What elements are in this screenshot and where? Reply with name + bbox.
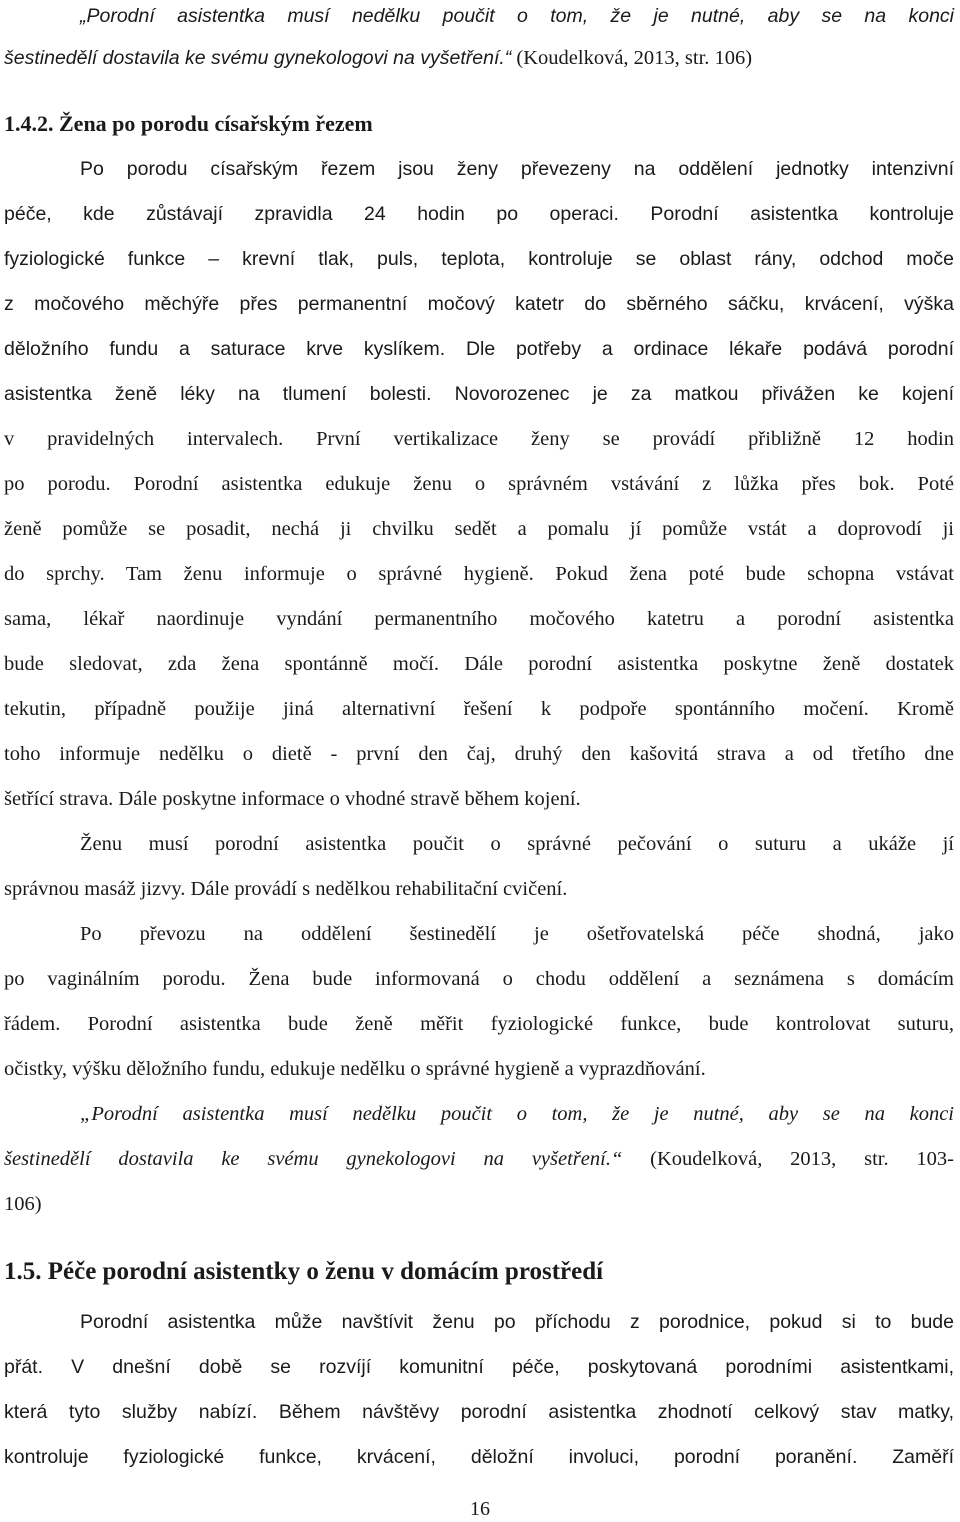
paragraph-line: očistky, výšku děložního fundu, edukuje nedělku o správné hygieně a vyprazdňování. — [4, 1058, 706, 1080]
heading-title: Žena po porodu císařským řezem — [53, 111, 373, 136]
paragraph-line: asistentka ženě léky na tlumení bolesti. Novorozenec je za matkou přivážen ke kojení — [4, 383, 954, 405]
paragraph-line: Po porodu císařským řezem jsou ženy převezeny na oddělení jednotky intenzivní — [80, 158, 954, 180]
paragraph-line: kontroluje fyziologické funkce, krvácení, děložní involuci, porodní poranění. Zaměří — [4, 1446, 954, 1468]
paragraph-line: Po převozu na oddělení šestinedělí je ošetřovatelská péče shodná, jako — [80, 923, 954, 945]
paragraph-line: řádem. Porodní asistentka bude ženě měřit fyziologické funkce, bude kontrolovat suturu, — [4, 1013, 954, 1035]
quote-2-line-2 — [4, 1146, 954, 1172]
heading-title: Péče porodní asistentky o ženu v domácím prostředí — [41, 1258, 604, 1285]
quote-1-text: šestinedělí dostavila ke svému gynekologovi na vyšetření.“ — [4, 47, 512, 69]
page-number: 16 — [470, 1498, 490, 1520]
paragraph-line: péče, kde zůstávají zpravidla 24 hodin po operaci. Porodní asistentka kontroluje — [4, 203, 954, 225]
paragraph-line: správnou masáž jizvy. Dále provádí s nedělkou rehabilitační cvičení. — [4, 878, 568, 900]
paragraph-line: děložního fundu a saturace krve kyslíkem. Dle potřeby a ordinace lékaře podává porodní — [4, 338, 954, 360]
heading-number: 1.5. — [4, 1258, 42, 1285]
heading-number: 1.4.2. — [4, 111, 54, 136]
paragraph-line: která tyto služby nabízí. Během návštěvy porodní asistentka zhodnotí celkový stav matky, — [4, 1401, 954, 1423]
quote-1-line-1: „Porodní asistentka musí nedělku poučit o tom, že je nutné, aby se na konci — [80, 5, 954, 27]
paragraph-line: po porodu. Porodní asistentka edukuje ženu o správném vstávání z lůžka přes bok. Poté — [4, 473, 955, 495]
paragraph-line: bude sledovat, zda žena spontánně močí. Dále porodní asistentka poskytne ženě dostatek — [4, 653, 954, 675]
paragraph-line: do sprchy. Tam ženu informuje o správné hygieně. Pokud žena poté bude schopna vstávat — [4, 563, 954, 585]
quote-2-text: šestinedělí dostavila ke svému gynekologovi na vyšetření.“ — [4, 1148, 623, 1170]
paragraph-line: po vaginálním porodu. Žena bude informovaná o chodu oddělení a seznámena s domácím — [4, 968, 954, 990]
paragraph-line: Porodní asistentka může navštívit ženu po příchodu z porodnice, pokud si to bude — [80, 1311, 954, 1333]
section-heading-1-4-2 — [4, 111, 954, 137]
paragraph-line: šetřící strava. Dále poskytne informace o vhodné stravě během kojení. — [4, 788, 581, 810]
paragraph-line: Ženu musí porodní asistentka poučit o správné pečování o suturu a ukáže jí — [80, 833, 954, 855]
quote-2-citation: (Koudelková, 2013, str. 103- — [622, 1148, 954, 1170]
paragraph-line: z močového měchýře přes permanentní močový katetr do sběrného sáčku, krvácení, výška — [4, 293, 954, 315]
paragraph-line: tekutin, případně použije jiná alternativní řešení k podpoře spontánního močení. Kromě — [4, 698, 955, 720]
paragraph-line: sama, lékař naordinuje vyndání permanentního močového katetru a porodní asistentka — [4, 608, 954, 630]
quote-2-line-1: „Porodní asistentka musí nedělku poučit o tom, že je nutné, aby se na konci — [80, 1103, 954, 1125]
paragraph-line: v pravidelných intervalech. První vertikalizace ženy se provádí přibližně 12 hodin — [4, 428, 954, 450]
quote-2-line-3: 106) — [4, 1193, 42, 1215]
paragraph-line: toho informuje nedělku o dietě - první den čaj, druhý den kašovitá strava a od třetího dne — [4, 743, 954, 765]
paragraph-line: ženě pomůže se posadit, nechá ji chvilku sedět a pomalu jí pomůže vstát a doprovodí ji — [4, 518, 954, 540]
quote-1-line-2 — [4, 45, 954, 71]
quote-1-citation: (Koudelková, 2013, str. 106) — [511, 47, 753, 69]
section-heading-1-5 — [4, 1259, 954, 1285]
paragraph-line: přát. V dnešní době se rozvíjí komunitní péče, poskytovaná porodními asistentkami, — [4, 1356, 954, 1378]
paragraph-line: fyziologické funkce – krevní tlak, puls, teplota, kontroluje se oblast rány, odchod moče — [4, 248, 954, 270]
